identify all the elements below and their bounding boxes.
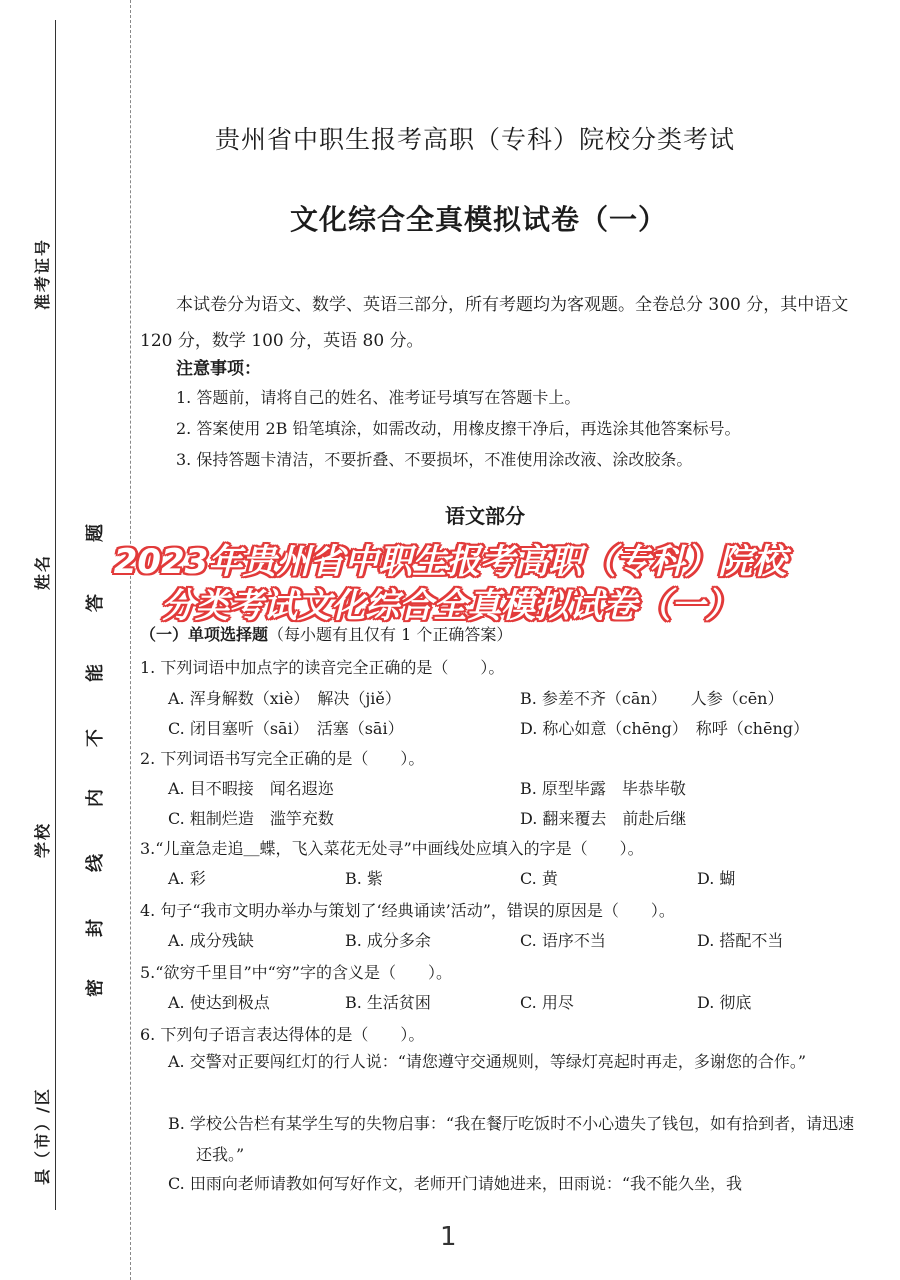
option: C. 粗制烂造 滥竽充数 xyxy=(168,809,334,828)
seal-char: 线 xyxy=(85,854,106,872)
option: A. 目不暇接 闻名遐迩 xyxy=(168,779,334,798)
option: C. 黄 xyxy=(520,869,558,888)
subsection-label: （一）单项选择题 xyxy=(140,625,269,644)
notice-item: 2. 答案使用 2B 铅笔填涂，如需改动，用橡皮擦干净后，再选涂其他答案标号。 xyxy=(176,419,741,438)
option: A. 使达到极点 xyxy=(168,993,270,1012)
option: B. 学校公告栏有某学生写的失物启事：“我在餐厅吃饭时不小心遗失了钱包，如有拾到者，请迅速还我。” xyxy=(168,1114,855,1164)
seal-line xyxy=(130,0,131,1280)
county-label: 县（市）/区 xyxy=(33,1087,52,1185)
name-label: 姓名 xyxy=(33,553,52,590)
option: C. 语序不当 xyxy=(520,931,606,950)
seal-char: 题 xyxy=(85,524,106,542)
option-block xyxy=(168,1046,858,1077)
option: B. 成分多余 xyxy=(345,931,431,950)
overlay-line: 分类考试文化综合全真模拟试卷（一） xyxy=(161,586,739,626)
title-overlay xyxy=(20,540,880,628)
exam-id-label: 准考证号 xyxy=(33,237,52,310)
notice-heading: 注意事项： xyxy=(176,359,261,379)
seal-char: 封 xyxy=(85,919,106,937)
paper-title: 文化综合全真模拟试卷（一） xyxy=(290,203,668,236)
seal-char: 内 xyxy=(85,789,106,807)
option: A. 交警对正要闯红灯的行人说：“请您遵守交通规则，等绿灯亮起时再走，多谢您的合作。” xyxy=(168,1052,807,1071)
question-stem: 4. 句子“我市文明办举办与策划了‘经典诵读’活动”，错误的原因是（ ）。 xyxy=(140,901,675,920)
option: B. 生活贫困 xyxy=(345,993,431,1012)
question-stem: 3.“儿童急走追＿蝶，飞入菜花无处寻”中画线处应填入的字是（ ）。 xyxy=(140,839,644,858)
option: D. 称心如意（chēng） 称呼（chēng） xyxy=(520,719,809,738)
binding-margin xyxy=(0,0,130,1280)
page-number: 1 xyxy=(440,1222,457,1252)
seal-char: 答 xyxy=(85,594,106,612)
option-block xyxy=(168,1168,858,1199)
intro-paragraph: 本试卷分为语文、数学、英语三部分，所有考题均为客观题。全卷总分 300 分，其中语文 120 分，数学 100 分，英语 80 分。 xyxy=(140,295,849,351)
question-stem: 5.“欲穷千里目”中“穷”字的含义是（ ）。 xyxy=(140,963,452,982)
subsection-heading xyxy=(140,622,512,645)
option-block xyxy=(168,1108,858,1170)
option: B. 紫 xyxy=(345,869,383,888)
option: A. 浑身解数（xiè） 解决（jiě） xyxy=(168,689,401,708)
question-stem: 6. 下列句子语言表达得体的是（ ）。 xyxy=(140,1025,425,1044)
option: C. 用尽 xyxy=(520,993,574,1012)
question-stem: 1. 下列词语中加点字的读音完全正确的是（ ）。 xyxy=(140,658,505,677)
exam-title: 贵州省中职生报考高职（专科）院校分类考试 xyxy=(215,125,736,154)
seal-char: 不 xyxy=(85,729,106,747)
option: D. 翻来覆去 前赴后继 xyxy=(520,809,687,828)
option: D. 搭配不当 xyxy=(697,931,784,950)
seal-char: 能 xyxy=(85,664,106,682)
question-stem: 2. 下列词语书写完全正确的是（ ）。 xyxy=(140,749,425,768)
option: D. 彻底 xyxy=(697,993,752,1012)
seal-char: 密 xyxy=(85,979,106,997)
subsection-note: （每小题有且仅有 1 个正确答案） xyxy=(268,625,513,644)
notice-item: 1. 答题前，请将自己的姓名、准考证号填写在答题卡上。 xyxy=(176,388,581,407)
option: B. 原型毕露 毕恭毕敬 xyxy=(520,779,686,798)
notice-item: 3. 保持答题卡清洁，不要折叠、不要损坏，不准使用涂改液、涂改胶条。 xyxy=(176,450,693,469)
section-heading: 语文部分 xyxy=(445,504,525,528)
option: C. 闭目塞听（sāi） 活塞（sāi） xyxy=(168,719,404,738)
option: A. 彩 xyxy=(168,869,206,888)
school-label: 学校 xyxy=(33,821,52,858)
option: B. 参差不齐（cān） 人参（cēn） xyxy=(520,689,784,708)
option: D. 蝴 xyxy=(697,869,736,888)
option: C. 田雨向老师请教如何写好作文，老师开门请她进来，田雨说：“我不能久坐，我 xyxy=(168,1174,743,1193)
overlay-line: 2023年贵州省中职生报考高职（专科）院校 xyxy=(113,542,787,582)
option: A. 成分残缺 xyxy=(168,931,254,950)
